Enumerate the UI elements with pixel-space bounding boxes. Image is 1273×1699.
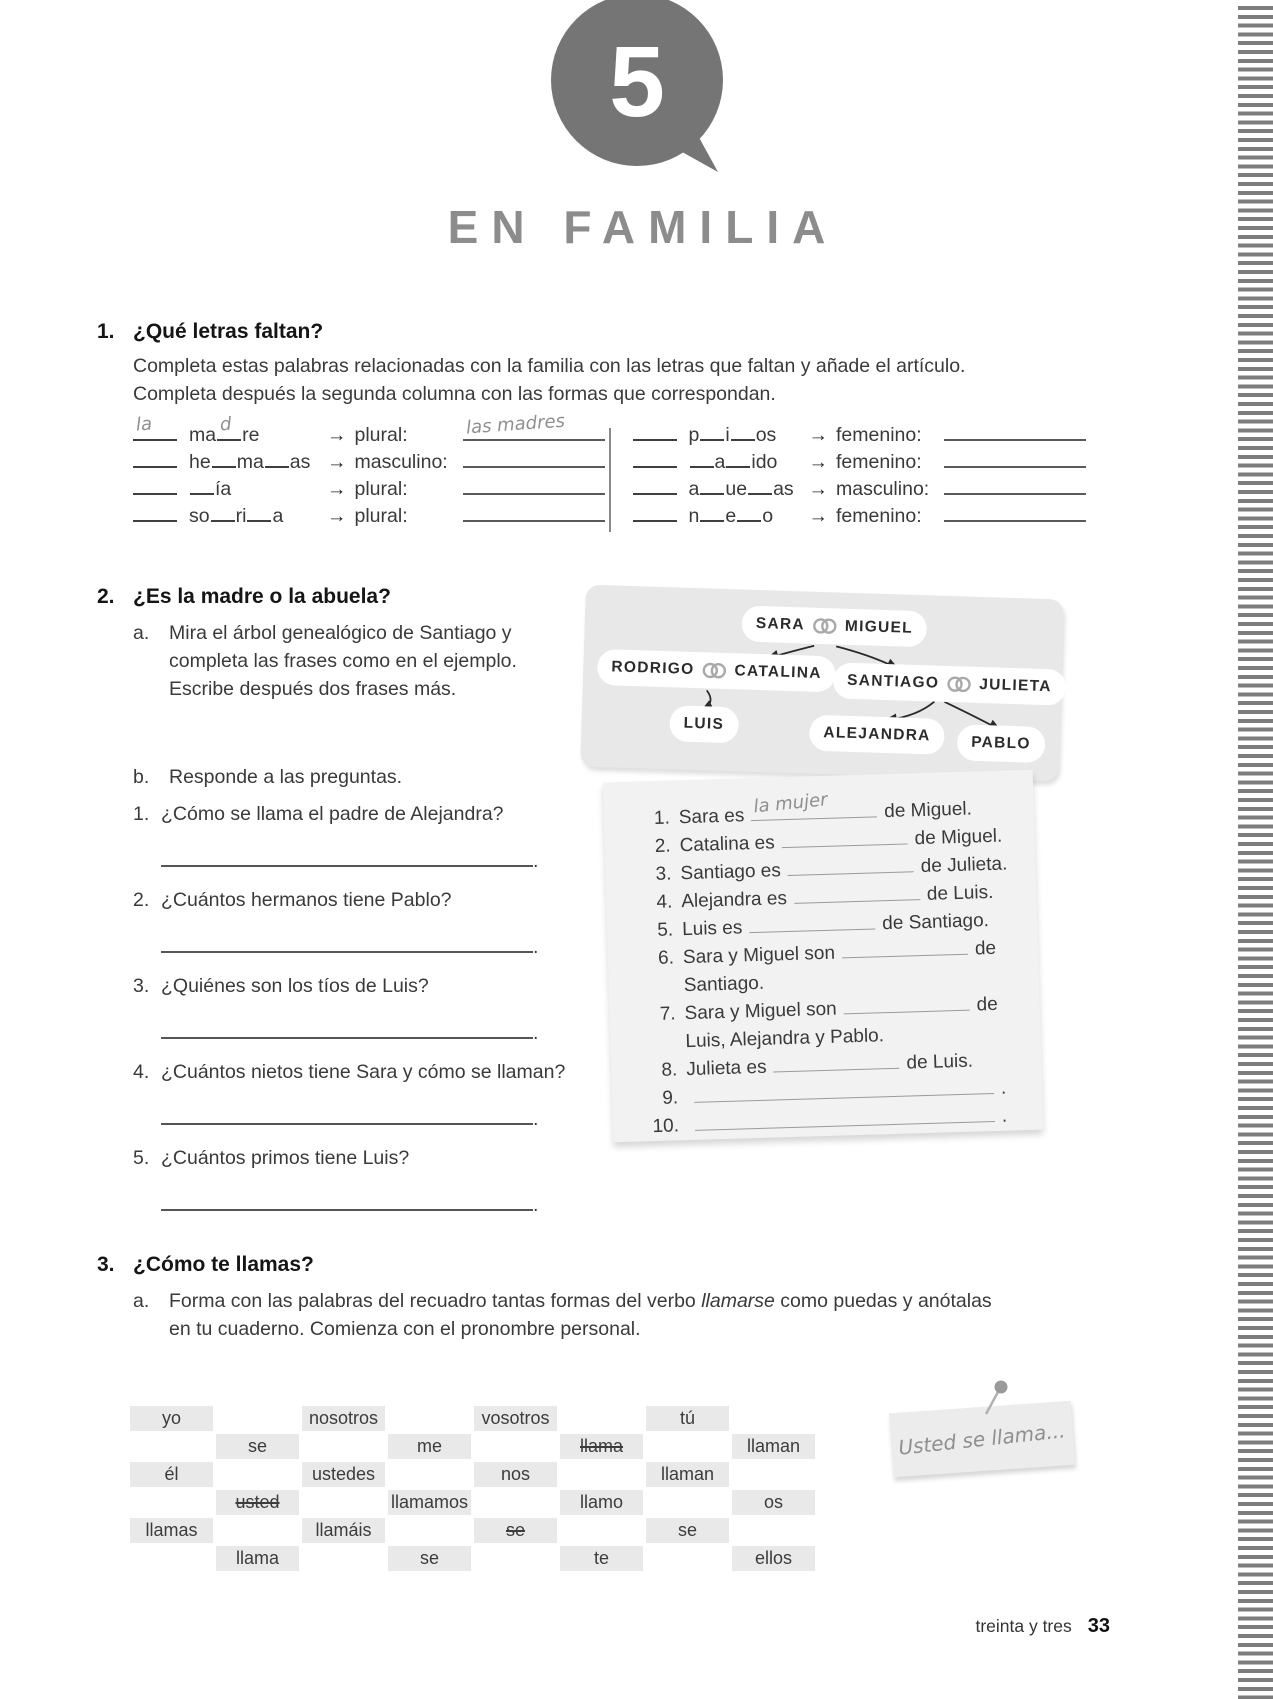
exercise-1-instruction-line2: Completa después la segunda columna con las formas que correspondan. bbox=[133, 383, 776, 405]
table-word: se bbox=[505, 1520, 525, 1540]
question-answer-line bbox=[161, 863, 533, 867]
person-name: SARA bbox=[755, 614, 806, 634]
table-word: yo bbox=[161, 1408, 181, 1428]
letter-blank bbox=[265, 464, 289, 468]
question-line bbox=[133, 887, 572, 914]
letter-blank bbox=[217, 413, 241, 441]
table-word: os bbox=[763, 1492, 783, 1512]
sentence-pre: Julieta es bbox=[685, 1056, 767, 1081]
table-empty-cell bbox=[302, 1546, 385, 1571]
gap-word bbox=[189, 449, 327, 476]
table-empty-cell bbox=[216, 1462, 299, 1487]
end-period: . bbox=[533, 936, 539, 958]
word-row bbox=[133, 476, 605, 503]
table-word: llamamos bbox=[390, 1492, 469, 1512]
sentence-blank bbox=[844, 1008, 970, 1015]
exercise-3 bbox=[97, 1253, 1112, 1343]
table-empty-cell bbox=[388, 1406, 471, 1431]
person-name: CATALINA bbox=[734, 662, 823, 682]
word-fragment: ma bbox=[236, 451, 264, 473]
column-divider bbox=[609, 428, 611, 532]
table-word: llaman bbox=[660, 1464, 715, 1484]
verb-word-table bbox=[130, 1406, 815, 1571]
question-answer-line bbox=[161, 1121, 533, 1125]
table-empty-cell bbox=[474, 1546, 557, 1571]
part-b-label: b. bbox=[133, 766, 150, 788]
table-empty-cell bbox=[646, 1490, 729, 1515]
word-fragment: as bbox=[289, 451, 311, 473]
question-number: 4. bbox=[133, 1061, 150, 1083]
table-word-cell bbox=[732, 1434, 815, 1459]
table-word: llamáis bbox=[315, 1520, 372, 1540]
question-item bbox=[133, 973, 572, 1045]
question-answer bbox=[161, 1108, 572, 1131]
letter-blank bbox=[700, 437, 724, 441]
exercise-1-title: ¿Qué letras faltan? bbox=[133, 320, 324, 343]
tree-node-luis bbox=[669, 705, 739, 743]
tree-node-pablo bbox=[957, 724, 1046, 763]
table-empty-cell bbox=[302, 1490, 385, 1515]
rings-icon bbox=[812, 617, 839, 636]
sentence-pre: Catalina es bbox=[679, 832, 775, 857]
table-word-cell bbox=[388, 1434, 471, 1459]
sentence-number: 1. bbox=[653, 807, 671, 829]
part-a-text-ex3: Forma con las palabras del recuadro tantas formas del verbo llamarse como puedas y anótalas en tu cuaderno. Comienza con el pronombre personal. bbox=[169, 1290, 992, 1340]
handwritten-article: la bbox=[135, 413, 153, 436]
sentence-blank bbox=[788, 869, 914, 876]
sentence-post: de Luis. bbox=[926, 881, 994, 905]
article-blank bbox=[633, 491, 677, 495]
handwritten-answer: la mujer bbox=[753, 789, 829, 818]
letter-blank bbox=[212, 464, 236, 468]
form-label: masculino: bbox=[836, 478, 930, 500]
sentence-post: de Santiago. bbox=[683, 937, 997, 997]
table-empty-cell bbox=[388, 1462, 471, 1487]
table-word-cell bbox=[732, 1490, 815, 1515]
table-word: ellos bbox=[754, 1548, 793, 1568]
table-word-cell bbox=[646, 1462, 729, 1487]
word-fragment: os bbox=[755, 424, 777, 446]
sentence-blank bbox=[842, 952, 968, 959]
rings-icon bbox=[946, 675, 973, 694]
table-word-cell bbox=[302, 1518, 385, 1543]
gap-word bbox=[189, 503, 327, 530]
sentence-blank bbox=[749, 926, 875, 933]
sentence-number: 6. bbox=[657, 947, 675, 969]
question-number: 2. bbox=[133, 889, 150, 911]
arrow-icon: → bbox=[808, 478, 828, 500]
table-word: se bbox=[677, 1520, 697, 1540]
sentence-pre: Sara y Miguel son bbox=[684, 998, 837, 1025]
table-word: me bbox=[416, 1436, 442, 1456]
word-fragment: a bbox=[688, 478, 700, 500]
end-period: . bbox=[533, 1108, 539, 1130]
table-word: nos bbox=[500, 1464, 531, 1484]
question-number: 3. bbox=[133, 975, 150, 997]
sentence-blank bbox=[774, 1066, 900, 1073]
letter-blank bbox=[211, 518, 235, 522]
answer-line bbox=[944, 464, 1086, 468]
question-text: ¿Cómo se llama el padre de Alejandra? bbox=[161, 803, 504, 825]
word-fragment: a bbox=[714, 451, 726, 473]
table-word: llamo bbox=[579, 1492, 623, 1512]
table-word-cell bbox=[388, 1546, 471, 1571]
sentence-text bbox=[684, 990, 1031, 1056]
arrow-icon: → bbox=[808, 451, 828, 473]
exercise-3-number: 3. bbox=[97, 1253, 115, 1276]
handwritten-answer: las madres bbox=[464, 410, 566, 439]
word-column-right bbox=[633, 422, 1087, 532]
table-word-cell bbox=[130, 1462, 213, 1487]
question-answer-line bbox=[161, 1207, 533, 1211]
question-item bbox=[133, 1145, 572, 1217]
rings-icon-wrap bbox=[701, 661, 728, 680]
table-word-cell bbox=[130, 1518, 213, 1543]
sentence-post: de Luis, Alejandra y Pablo. bbox=[685, 993, 999, 1053]
sentence-post: de Miguel. bbox=[883, 798, 973, 823]
word-row bbox=[133, 410, 605, 449]
family-tree-panel bbox=[580, 585, 1063, 782]
table-word: llaman bbox=[746, 1436, 801, 1456]
handwritten-letter: d bbox=[219, 413, 233, 436]
chapter-number: 5 bbox=[609, 26, 665, 138]
sentence-blank bbox=[751, 789, 877, 821]
table-empty-cell bbox=[560, 1518, 643, 1543]
table-word-cell bbox=[474, 1518, 557, 1543]
sentence-blank bbox=[782, 841, 908, 848]
part-a-text: Mira el árbol genealógico de Santiago y completa las frases como en el ejemplo. Escribe después dos frases más. bbox=[169, 622, 517, 700]
answer-line bbox=[944, 491, 1086, 495]
table-empty-cell bbox=[646, 1546, 729, 1571]
table-word-cell bbox=[474, 1406, 557, 1431]
question-answer bbox=[161, 1022, 572, 1045]
tree-node-alejandra bbox=[809, 715, 945, 755]
sentence-number: 9. bbox=[661, 1087, 679, 1109]
question-list bbox=[133, 801, 572, 1217]
question-number: 5. bbox=[133, 1147, 150, 1169]
word-row bbox=[633, 422, 1087, 449]
gap-word bbox=[689, 449, 809, 476]
table-word: nosotros bbox=[308, 1408, 379, 1428]
word-column-left bbox=[133, 410, 605, 532]
table-word-cell bbox=[302, 1462, 385, 1487]
answer-line bbox=[463, 491, 605, 495]
word-fragment: o bbox=[762, 505, 774, 527]
part-a-label-ex3: a. bbox=[133, 1290, 150, 1312]
word-fragment: p bbox=[688, 424, 700, 446]
arrow-icon: → bbox=[327, 424, 347, 446]
word-fragment: ma bbox=[189, 424, 217, 446]
table-word: ustedes bbox=[311, 1464, 376, 1484]
word-fragment: so bbox=[189, 505, 210, 527]
table-word: tú bbox=[679, 1408, 695, 1428]
table-empty-cell bbox=[732, 1462, 815, 1487]
sentence-text bbox=[683, 934, 1030, 1000]
person-name: LUIS bbox=[683, 714, 725, 733]
table-empty-cell bbox=[216, 1518, 299, 1543]
word-fragment: he bbox=[189, 451, 211, 473]
arrow-icon: → bbox=[327, 478, 347, 500]
question-text: ¿Cuántos primos tiene Luis? bbox=[161, 1147, 410, 1169]
letter-blank bbox=[737, 518, 761, 522]
sentence-number: 3. bbox=[655, 863, 672, 885]
gap-word bbox=[189, 413, 327, 449]
table-empty-cell bbox=[302, 1434, 385, 1459]
exercise-3-title: ¿Cómo te llamas? bbox=[133, 1253, 314, 1276]
table-empty-cell bbox=[130, 1546, 213, 1571]
sentence-panel bbox=[603, 770, 1043, 1143]
sentence-post: . bbox=[1001, 1105, 1008, 1127]
word-fragment: e bbox=[725, 505, 737, 527]
table-word-cell bbox=[646, 1406, 729, 1431]
form-label: femenino: bbox=[836, 424, 922, 446]
word-row bbox=[133, 503, 605, 530]
page-number: 33 bbox=[1087, 1615, 1110, 1637]
form-label: masculino: bbox=[354, 451, 448, 473]
tree-node-rodrigo-catalina bbox=[597, 649, 836, 692]
exercise-2 bbox=[97, 585, 572, 1231]
arrow-icon: → bbox=[327, 505, 347, 527]
sentence-number: 8. bbox=[661, 1059, 678, 1081]
article-blank bbox=[133, 518, 177, 522]
question-number: 1. bbox=[133, 803, 150, 825]
person-name: MIGUEL bbox=[844, 617, 914, 637]
answer-line bbox=[463, 464, 605, 468]
letter-blank bbox=[190, 491, 214, 495]
answer-line bbox=[463, 410, 605, 441]
person-name: ALEJANDRA bbox=[823, 724, 931, 745]
word-row bbox=[633, 449, 1087, 476]
sentence-post: de Julieta. bbox=[920, 853, 1008, 878]
form-label: plural: bbox=[354, 478, 408, 500]
table-word-cell bbox=[646, 1518, 729, 1543]
page-footer bbox=[975, 1615, 1110, 1638]
sentence-number: 10. bbox=[652, 1115, 680, 1138]
end-period: . bbox=[533, 1022, 539, 1044]
question-item bbox=[133, 887, 572, 959]
sentence-post: de Miguel. bbox=[914, 825, 1003, 850]
word-fragment: re bbox=[242, 424, 260, 446]
article-blank bbox=[633, 518, 677, 522]
word-row bbox=[633, 503, 1087, 530]
arrow-icon: → bbox=[327, 451, 347, 473]
gap-word bbox=[689, 503, 809, 530]
person-name: PABLO bbox=[970, 733, 1032, 753]
word-fragment: ido bbox=[751, 451, 778, 473]
gap-word bbox=[689, 476, 809, 503]
table-word: se bbox=[247, 1436, 267, 1456]
question-text: ¿Cuántos hermanos tiene Pablo? bbox=[161, 889, 452, 911]
form-label: plural: bbox=[354, 505, 408, 527]
question-answer-line bbox=[161, 1035, 533, 1039]
table-word: se bbox=[419, 1548, 439, 1568]
sentence-post: . bbox=[1000, 1077, 1007, 1099]
sentence-pre: Santiago es bbox=[680, 860, 782, 885]
table-word-cell bbox=[560, 1546, 643, 1571]
table-empty-cell bbox=[732, 1406, 815, 1431]
table-word: llamas bbox=[145, 1520, 198, 1540]
article-blank bbox=[133, 464, 177, 468]
table-word: te bbox=[593, 1548, 609, 1568]
tree-node-sara-miguel bbox=[741, 605, 927, 647]
letter-blank bbox=[726, 464, 750, 468]
table-word-cell bbox=[216, 1546, 299, 1571]
table-empty-cell bbox=[732, 1518, 815, 1543]
end-period: . bbox=[533, 1194, 539, 1216]
sentence-blank bbox=[794, 897, 920, 904]
sentence-post: de Luis. bbox=[906, 1050, 974, 1074]
table-word-cell bbox=[302, 1406, 385, 1431]
article-blank bbox=[133, 491, 177, 495]
table-empty-cell bbox=[474, 1434, 557, 1459]
sentence-number: 2. bbox=[654, 835, 671, 857]
table-word-cell bbox=[130, 1406, 213, 1431]
page-title: EN FAMILIA bbox=[447, 201, 839, 253]
tree-node-santiago-julieta bbox=[833, 662, 1067, 705]
question-line bbox=[133, 1145, 572, 1172]
form-label: femenino: bbox=[836, 505, 922, 527]
sentence-pre: Luis es bbox=[681, 917, 743, 941]
article-blank bbox=[133, 413, 177, 441]
word-fragment: ía bbox=[215, 478, 232, 500]
table-word-cell bbox=[560, 1434, 643, 1459]
word-fragment: a bbox=[272, 505, 284, 527]
word-fragment: n bbox=[688, 505, 700, 527]
form-label: femenino: bbox=[836, 451, 922, 473]
table-word: usted bbox=[235, 1492, 280, 1512]
exercise-1-word-grid bbox=[133, 410, 1107, 532]
sentence-number: 5. bbox=[656, 919, 674, 941]
word-fragment: as bbox=[773, 478, 794, 500]
question-answer-line bbox=[161, 949, 533, 953]
table-word: vosotros bbox=[481, 1408, 550, 1428]
part-a-label: a. bbox=[133, 622, 150, 644]
table-empty-cell bbox=[474, 1490, 557, 1515]
question-answer bbox=[161, 1194, 572, 1217]
article-blank bbox=[633, 437, 677, 441]
exercise-1-instruction-line1: Completa estas palabras relacionadas con la familia con las letras que faltan y añade el artículo. bbox=[133, 355, 966, 377]
question-answer bbox=[161, 850, 572, 873]
letter-blank bbox=[731, 437, 755, 441]
word-fragment: ue bbox=[725, 478, 748, 500]
question-item bbox=[133, 801, 572, 873]
person-name: SANTIAGO bbox=[846, 671, 940, 692]
table-word-cell bbox=[560, 1490, 643, 1515]
person-name: RODRIGO bbox=[611, 658, 695, 678]
gap-word bbox=[689, 422, 809, 449]
pin-icon bbox=[978, 1376, 1018, 1420]
letter-blank bbox=[700, 518, 724, 522]
word-row bbox=[133, 449, 605, 476]
exercise-1 bbox=[97, 320, 1107, 532]
table-word-cell bbox=[388, 1490, 471, 1515]
answer-line bbox=[944, 518, 1086, 522]
end-period: . bbox=[533, 850, 539, 872]
question-answer bbox=[161, 936, 572, 959]
question-text: ¿Cuántos nietos tiene Sara y cómo se llaman? bbox=[161, 1061, 566, 1083]
table-word-cell bbox=[474, 1462, 557, 1487]
letter-blank bbox=[700, 491, 724, 495]
letter-blank bbox=[748, 491, 772, 495]
exercise-2-number: 2. bbox=[97, 585, 115, 608]
word-row bbox=[633, 476, 1087, 503]
letter-blank bbox=[690, 464, 714, 468]
article-blank bbox=[633, 464, 677, 468]
chapter-bubble bbox=[537, 0, 737, 185]
question-line bbox=[133, 1059, 572, 1086]
arrow-icon: → bbox=[808, 505, 828, 527]
exercise-1-number: 1. bbox=[97, 320, 115, 343]
table-empty-cell bbox=[646, 1434, 729, 1459]
table-empty-cell bbox=[388, 1518, 471, 1543]
gap-word bbox=[189, 476, 327, 503]
word-fragment: ri bbox=[235, 505, 247, 527]
sentence-pre: Sara y Miguel son bbox=[682, 942, 836, 969]
question-item bbox=[133, 1059, 572, 1131]
letter-blank bbox=[247, 518, 271, 522]
table-word: llama bbox=[579, 1436, 623, 1456]
page-number-words: treinta y tres bbox=[975, 1616, 1072, 1636]
notebook-edge-stripes bbox=[1238, 6, 1273, 1699]
table-empty-cell bbox=[560, 1462, 643, 1487]
rings-icon-wrap bbox=[946, 675, 973, 694]
rings-icon bbox=[701, 661, 728, 680]
table-word-cell bbox=[732, 1546, 815, 1571]
question-line bbox=[133, 801, 572, 828]
arrow-icon: → bbox=[808, 424, 828, 446]
sentence-number: 7. bbox=[659, 1003, 676, 1025]
table-word-cell bbox=[216, 1434, 299, 1459]
exercise-2-title: ¿Es la madre o la abuela? bbox=[133, 585, 391, 608]
table-word: llama bbox=[235, 1548, 279, 1568]
person-name: JULIETA bbox=[978, 675, 1053, 696]
sentence-blank bbox=[694, 1091, 994, 1103]
table-empty-cell bbox=[130, 1490, 213, 1515]
table-word-cell bbox=[216, 1490, 299, 1515]
sentence-number: 4. bbox=[656, 891, 673, 913]
answer-line bbox=[463, 518, 605, 522]
form-label: plural: bbox=[354, 424, 408, 446]
sentence-post: de Santiago. bbox=[881, 910, 990, 935]
part-b-text: Responde a las preguntas. bbox=[169, 766, 403, 788]
rings-icon-wrap bbox=[812, 617, 839, 636]
table-word: él bbox=[164, 1464, 179, 1484]
question-text: ¿Quiénes son los tíos de Luis? bbox=[161, 975, 429, 997]
question-line bbox=[133, 973, 572, 1000]
table-empty-cell bbox=[130, 1434, 213, 1459]
answer-line bbox=[944, 437, 1086, 441]
sentence-pre: Sara es bbox=[678, 805, 745, 829]
sentence-pre: Alejandra es bbox=[681, 888, 788, 913]
word-fragment: i bbox=[725, 424, 730, 446]
note-text: Usted se llama... bbox=[897, 1418, 1067, 1460]
table-empty-cell bbox=[560, 1406, 643, 1431]
sentence-blank bbox=[695, 1119, 995, 1131]
table-empty-cell bbox=[216, 1406, 299, 1431]
